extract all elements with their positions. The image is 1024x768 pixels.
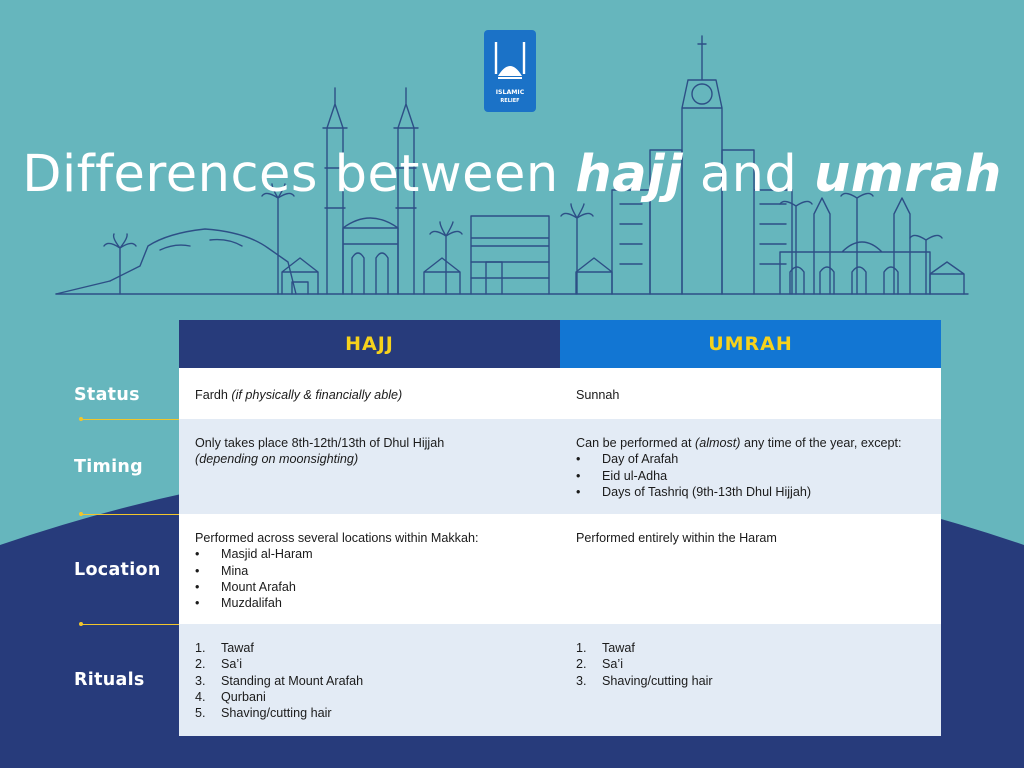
title-prefix: Differences between (22, 145, 576, 204)
cell-timing-hajj: Only takes place 8th-12th/13th of Dhul Hijjah (depending on moonsighting) (179, 419, 560, 514)
exceptions-list (576, 451, 925, 500)
list-item: 3. Shaving/cutting hair (576, 673, 713, 688)
svg-text:ISLAMIC: ISLAMIC (495, 89, 525, 96)
list-item: 1. Tawaf (576, 641, 635, 655)
list-item: 1. Tawaf (195, 641, 254, 655)
hajj-rituals-list (195, 640, 544, 721)
svg-text:RELIEF: RELIEF (500, 98, 520, 104)
list-item: 4. Qurbani (195, 689, 266, 704)
title-hajj: hajj (575, 145, 684, 204)
list-item: 2. Sa’i (195, 657, 242, 672)
page-title (0, 140, 1024, 210)
header-hajj: HAJJ (179, 320, 560, 368)
list-item: 2. Sa’i (576, 657, 623, 672)
islamic-relief-logo (484, 30, 536, 112)
list-item: • Muzdalifah (195, 596, 282, 611)
list-item: • Masjid al-Haram (195, 547, 313, 562)
title-connector: and (683, 145, 814, 204)
list-item: • Mina (195, 563, 249, 578)
list-item: • Days of Tashriq (9th-13th Dhul Hijjah) (576, 484, 812, 499)
list-item: • Eid ul-Adha (576, 468, 668, 483)
cell-status-hajj: Fardh (if physically & financially able) (179, 368, 560, 419)
cell-rituals-umrah (560, 624, 941, 736)
cell-location-umrah: Performed entirely within the Haram (560, 514, 941, 624)
umrah-rituals-list (576, 640, 925, 689)
list-item: 3. Standing at Mount Arafah (195, 673, 364, 688)
header-umrah: UMRAH (560, 320, 941, 368)
cell-rituals-hajj (179, 624, 560, 736)
cell-timing-umrah: Can be performed at (almost) any time of the year, except: • Day of Arafah • Eid ul-Adha • Days of Tashriq (9th-13th Dhul Hijjah) (560, 419, 941, 514)
row-label-status: Status (74, 385, 140, 405)
locations-list (195, 546, 544, 611)
row-label-rituals: Rituals (74, 670, 145, 690)
list-item: 5. Shaving/cutting hair (195, 706, 332, 721)
row-label-timing: Timing (74, 457, 143, 477)
cell-status-umrah: Sunnah (560, 368, 941, 419)
cell-location-hajj: Performed across several locations within Makkah: • Masjid al-Haram • Mina • Mount Arafah • Muzdalifah (179, 514, 560, 624)
row-label-location: Location (74, 560, 161, 580)
title-umrah: umrah (813, 145, 1002, 204)
list-item: • Day of Arafah (576, 452, 679, 467)
list-item: • Mount Arafah (195, 579, 296, 594)
